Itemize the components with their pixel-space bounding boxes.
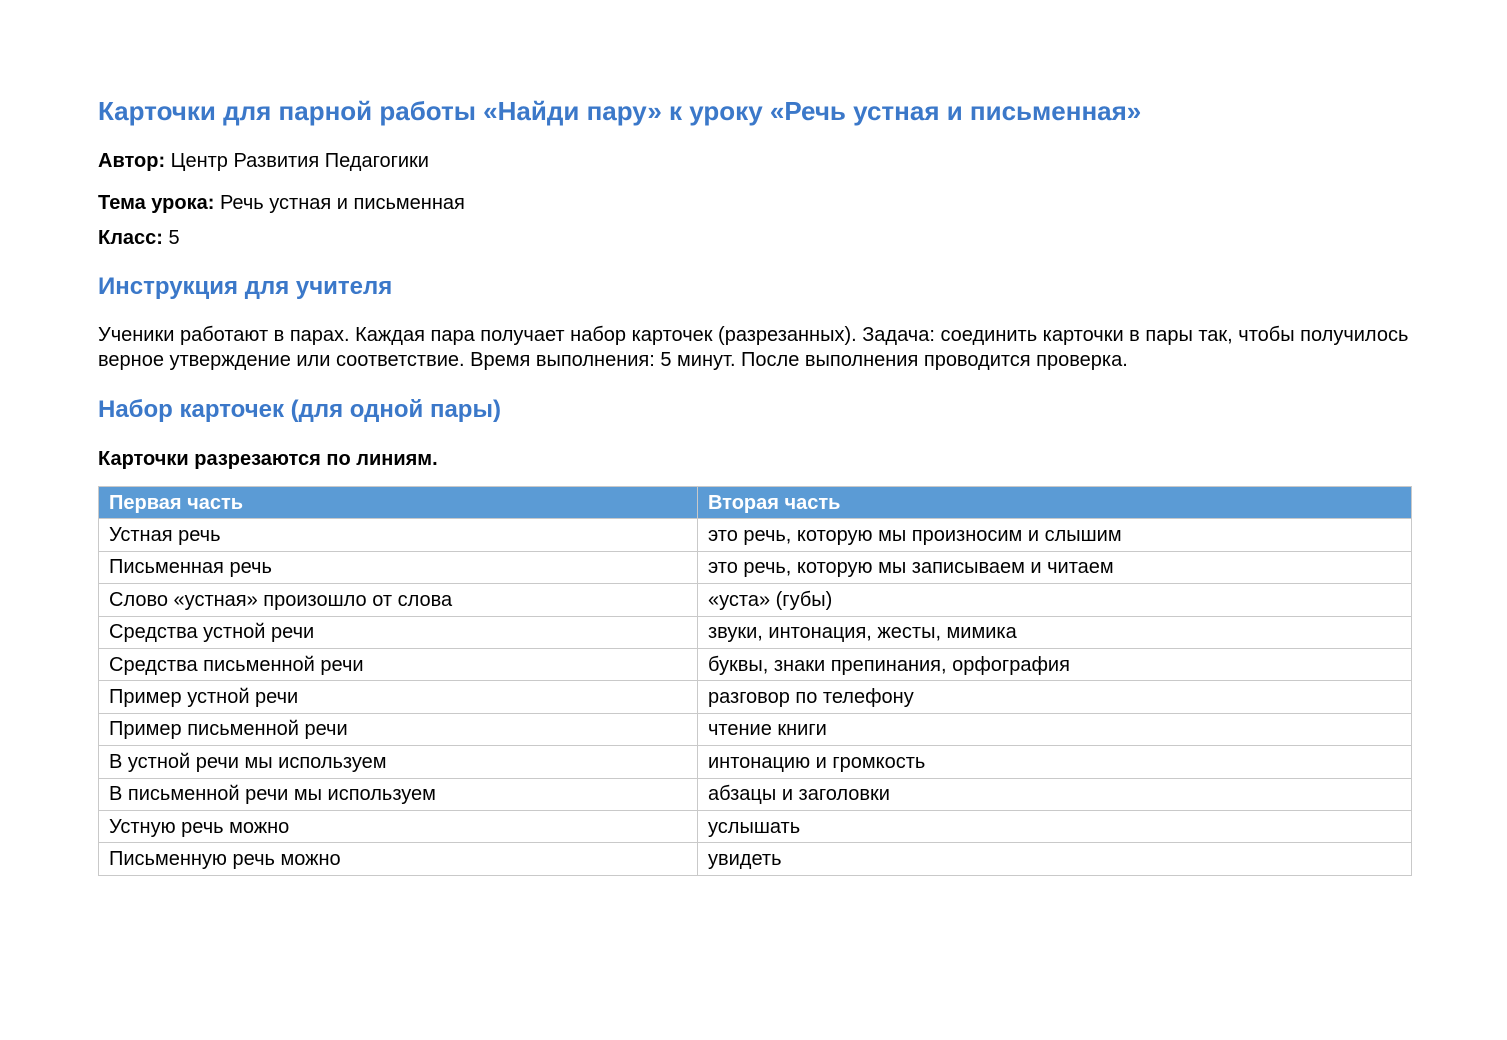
second-part-cell: абзацы и заголовки [698, 778, 1412, 810]
second-part-cell: услышать [698, 810, 1412, 842]
first-part-cell: Устную речь можно [99, 810, 698, 842]
author-label: Автор: [98, 150, 166, 172]
column-header-first-part: Первая часть [99, 487, 698, 519]
table-row [99, 713, 1412, 745]
cut-note: Карточки разрезаются по линиям. [98, 448, 438, 470]
first-part-cell: В устной речи мы используем [99, 746, 698, 778]
topic-line [98, 191, 465, 215]
second-part-cell: чтение книги [698, 713, 1412, 745]
cards-table [98, 486, 1412, 876]
grade-line [98, 226, 180, 250]
table-row [99, 584, 1412, 616]
second-part-cell: увидеть [698, 843, 1412, 875]
second-part-cell: разговор по телефону [698, 681, 1412, 713]
table-row [99, 648, 1412, 680]
second-part-cell: буквы, знаки препинания, орфография [698, 648, 1412, 680]
table-row [99, 746, 1412, 778]
first-part-cell: Пример устной речи [99, 681, 698, 713]
first-part-cell: Пример письменной речи [99, 713, 698, 745]
table-row [99, 551, 1412, 583]
document-title: Карточки для парной работы «Найди пару» к уроку «Речь устная и письменная» [98, 96, 1142, 126]
table-row [99, 843, 1412, 875]
topic-value: Речь устная и письменная [219, 192, 465, 214]
table-row [99, 810, 1412, 842]
first-part-cell: Средства устной речи [99, 616, 698, 648]
table-header-row [99, 487, 1412, 519]
first-part-cell: Средства письменной речи [99, 648, 698, 680]
cards-heading: Набор карточек (для одной пары) [98, 396, 501, 423]
column-header-second-part: Вторая часть [698, 487, 1412, 519]
second-part-cell: звуки, интонация, жесты, мимика [698, 616, 1412, 648]
first-part-cell: В письменной речи мы используем [99, 778, 698, 810]
first-part-cell: Устная речь [99, 519, 698, 551]
second-part-cell: это речь, которую мы записываем и читаем [698, 551, 1412, 583]
author-line [98, 149, 429, 173]
table-row [99, 681, 1412, 713]
topic-label: Тема урока: [98, 192, 215, 214]
first-part-cell: Письменную речь можно [99, 843, 698, 875]
first-part-cell: Письменная речь [99, 551, 698, 583]
first-part-cell: Слово «устная» произошло от слова [99, 584, 698, 616]
cards-table-body [99, 519, 1412, 875]
table-row [99, 519, 1412, 551]
grade-label: Класс: [98, 227, 163, 249]
table-row [99, 778, 1412, 810]
author-value: Центр Развития Педагогики [170, 150, 429, 172]
second-part-cell: это речь, которую мы произносим и слышим [698, 519, 1412, 551]
table-row [99, 616, 1412, 648]
grade-value: 5 [168, 227, 180, 249]
instruction-text: Ученики работают в парах. Каждая пара получает набор карточек (разрезанных). Задача: соединить карточки в пары так, чтобы получилось верное утверждение или соответствие. Время выполнения: 5 минут. После выполнения проводится проверка. [98, 324, 1409, 371]
second-part-cell: «уста» (губы) [698, 584, 1412, 616]
second-part-cell: интонацию и громкость [698, 746, 1412, 778]
instruction-heading: Инструкция для учителя [98, 273, 393, 300]
